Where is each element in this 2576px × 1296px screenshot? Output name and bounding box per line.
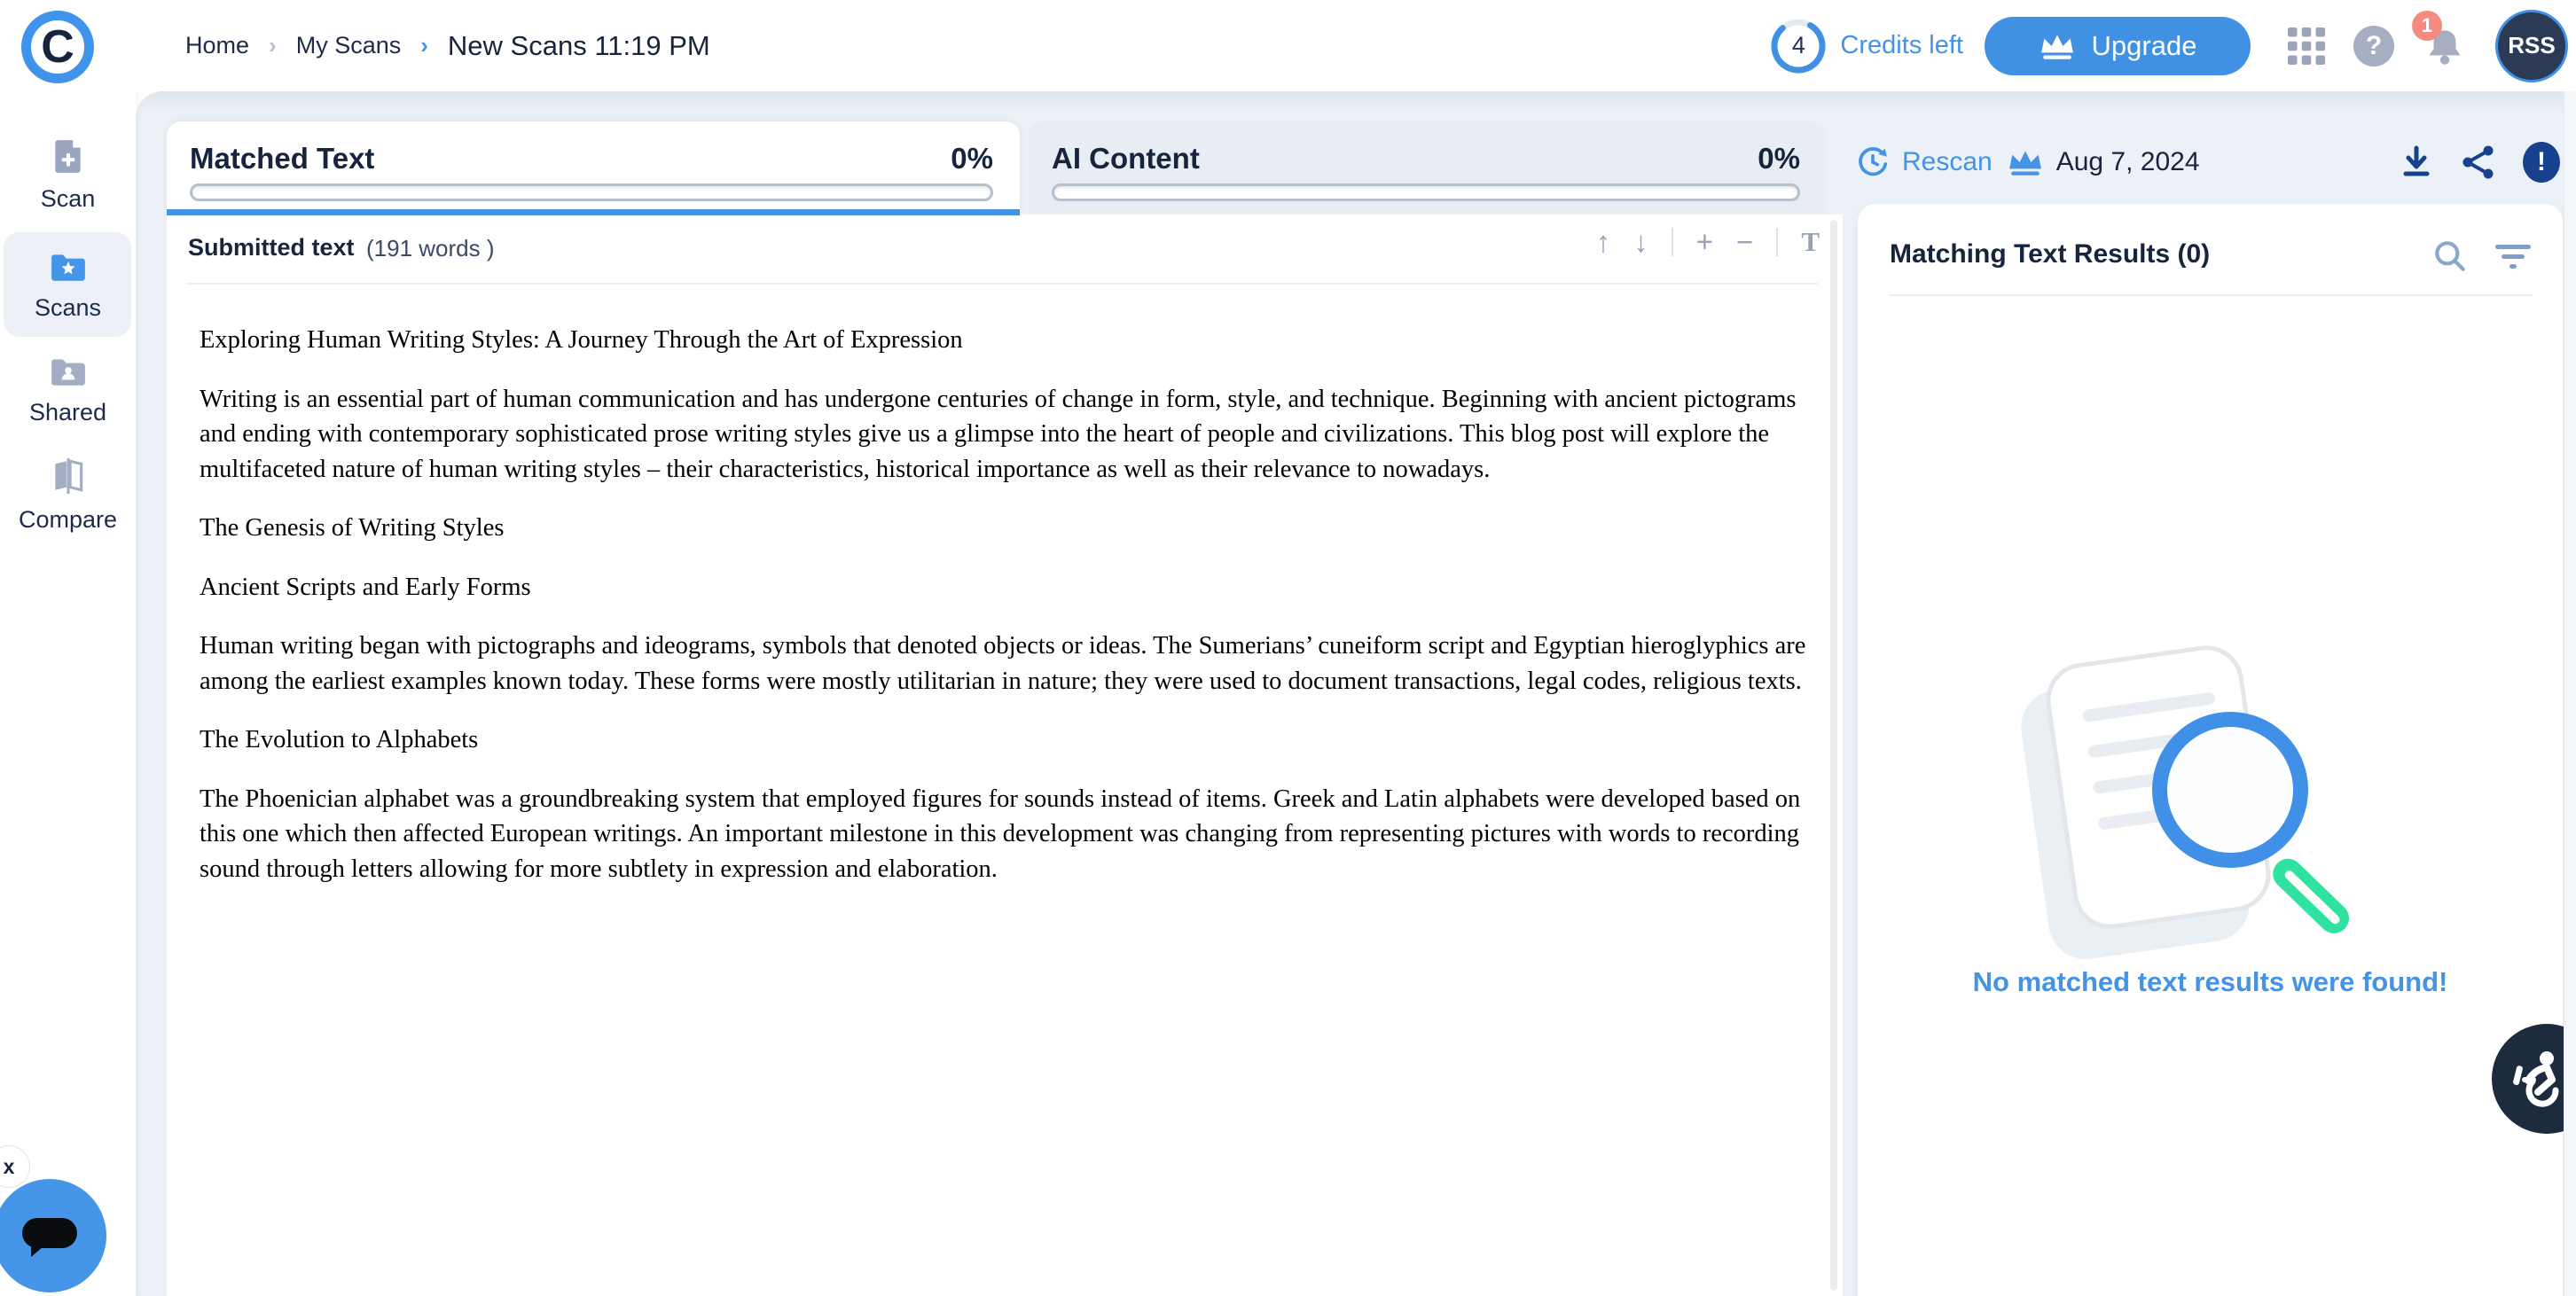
credits-indicator[interactable] [1769, 17, 1963, 75]
scan-date [2007, 147, 2200, 177]
sidebar-item-shared[interactable] [0, 355, 136, 426]
zoom-out-icon[interactable]: − [1736, 225, 1754, 258]
divider [1776, 228, 1778, 256]
matched-text-percentage: 0% [951, 142, 993, 175]
results-actions [2399, 140, 2560, 184]
tab-label: AI Content [1052, 142, 1200, 175]
tab-label: Matched Text [190, 142, 375, 175]
results-divider [1890, 294, 2533, 296]
sidebar-item-scans[interactable] [0, 250, 136, 322]
document-paragraph: Human writing began with pictographs and ideograms, symbols that denoted objects or ideas. The Sumerians’ cuneiform script and Egyptian hieroglyphics are among the earliest examples known today. These forms were mostly utilitarian in nature; they were used to document transactions, legal codes, religious texts. [200, 632, 1806, 695]
credits-label: Credits left [1840, 31, 1963, 59]
active-tab-indicator [167, 209, 1020, 215]
results-card-icons [2431, 238, 2533, 277]
scans-folder-star-icon [49, 250, 88, 288]
chevron-right-icon: › [420, 32, 428, 59]
share-icon[interactable] [2461, 144, 2496, 181]
zoom-in-icon[interactable]: + [1695, 225, 1714, 258]
crown-icon [2039, 32, 2076, 60]
document-title-line: Exploring Human Writing Styles: A Journey Through the Art of Expression [200, 326, 963, 354]
download-icon[interactable] [2399, 144, 2434, 181]
logo-letter: C [41, 21, 74, 73]
user-avatar[interactable] [2495, 10, 2568, 82]
breadcrumb-my-scans[interactable]: My Scans [295, 32, 402, 59]
document-heading: Ancient Scripts and Early Forms [200, 573, 531, 601]
ai-content-percentage: 0% [1758, 142, 1800, 175]
help-icon[interactable]: ? [2353, 26, 2394, 66]
toolbar-divider [186, 283, 1818, 285]
upgrade-button[interactable] [1985, 17, 2251, 75]
chevron-right-icon: › [269, 32, 277, 59]
scroll-down-icon[interactable]: ↓ [1633, 225, 1648, 258]
document-heading: The Genesis of Writing Styles [200, 514, 505, 542]
chat-bubble-icon [22, 1218, 77, 1248]
document-scrollbar[interactable] [1830, 220, 1837, 1291]
report-alert-icon[interactable]: ! [2523, 142, 2560, 183]
breadcrumb-home[interactable]: Home [185, 32, 250, 59]
divider [1672, 228, 1673, 256]
top-header [0, 0, 2576, 91]
submitted-text-panel [167, 215, 1843, 1296]
tab-matched-text[interactable] [167, 121, 1020, 215]
notifications-bell-icon[interactable] [2421, 13, 2467, 69]
filter-icon[interactable] [2494, 242, 2533, 272]
breadcrumb-current: New Scans 11:19 PM [447, 29, 710, 61]
tab-ai-content[interactable] [1029, 121, 1827, 215]
page-scrollbar[interactable] [2564, 91, 2576, 1296]
avatar-initials: RSS [2508, 32, 2556, 59]
new-scan-icon [51, 137, 86, 179]
sidebar-item-label: Scan [40, 185, 96, 212]
scan-date-label: Aug 7, 2024 [2055, 147, 2200, 176]
word-count: (191 words ) [366, 235, 495, 262]
rescan-button[interactable] [1856, 145, 1993, 179]
document-toolbar [167, 215, 1843, 283]
matched-text-progress-bar [190, 183, 993, 201]
text-size-icon[interactable]: T [1801, 226, 1820, 257]
shared-folder-person-icon [49, 355, 88, 393]
notification-badge: 1 [2412, 11, 2442, 41]
no-results-illustration [2031, 634, 2394, 962]
breadcrumb [185, 0, 710, 91]
sidebar-item-compare[interactable] [0, 457, 136, 534]
magnifier-lens-icon [2152, 712, 2308, 868]
apps-grid-icon[interactable] [2288, 27, 2325, 65]
panel-title: Submitted text [188, 234, 355, 261]
sidebar-item-label: Compare [18, 506, 118, 533]
crown-icon [2007, 148, 2044, 176]
magnifier-handle-icon [2267, 853, 2355, 940]
document-controls [1596, 227, 1820, 256]
document-heading: The Evolution to Alphabets [200, 726, 479, 753]
empty-results-message: No matched text results were found! [1972, 966, 2448, 997]
sidebar-item-scan[interactable] [0, 137, 136, 213]
document-paragraph: The Phoenician alphabet was a groundbreaking system that employed figures for sounds instead of items. Greek and Latin alphabets were developed based on this one which then affected European writings. An important milestone in this development was changing from representing pictures with words to recording sound through letters allowing for more subtlety in expression and elaboration. [200, 785, 1801, 883]
credits-count: 4 [1791, 32, 1805, 59]
left-sidebar [0, 0, 136, 1296]
rescan-label: Rescan [1902, 147, 1993, 176]
compare-icon [50, 457, 87, 500]
credits-progress-ring [1769, 17, 1828, 75]
submitted-document-text [200, 323, 1806, 910]
header-actions [1769, 0, 2576, 91]
document-paragraph: Writing is an essential part of human communication and has undergone centuries of change in form, style, and technique. Beginning with ancient pictograms and ending with contemporary sophisticated prose writing styles give us a glimpse into the heart of people and civilizations. This blog post will explore the multifaceted nature of human writing styles – their characteristics, historical importance as well as their relevance to nowadays. [200, 385, 1797, 483]
scroll-up-icon[interactable]: ↑ [1595, 225, 1611, 258]
upgrade-label: Upgrade [2091, 29, 2197, 61]
results-topbar [1856, 140, 2200, 184]
copyleaks-logo[interactable] [21, 11, 94, 83]
ai-content-progress-bar [1052, 183, 1800, 201]
sidebar-item-label: Shared [28, 399, 107, 425]
text-line [2082, 691, 2215, 722]
rescan-clock-icon [1856, 145, 1890, 179]
search-icon[interactable] [2431, 238, 2470, 277]
matching-results-card [1858, 204, 2563, 1296]
sidebar-item-label: Scans [34, 294, 102, 321]
results-title: Matching Text Results (0) [1890, 239, 2211, 269]
chat-close-button[interactable]: x [0, 1145, 30, 1188]
